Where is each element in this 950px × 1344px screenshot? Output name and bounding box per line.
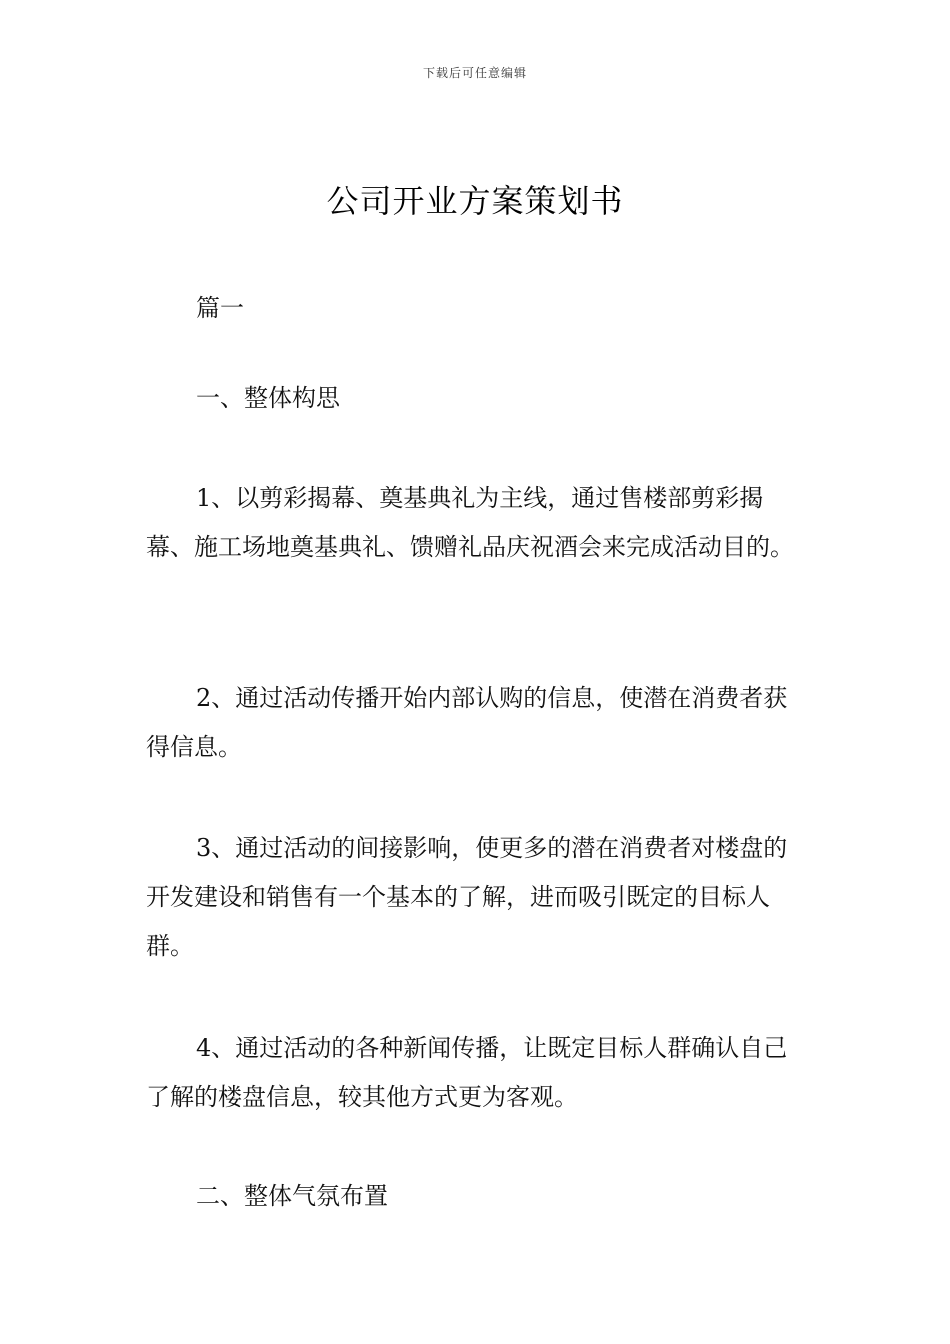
paragraph-item-4: 4、通过活动的各种新闻传播，让既定目标人群确认自己了解的楼盘信息，较其他方式更为客观。	[146, 1034, 788, 1111]
paragraph-item-3: 3、通过活动的间接影响，使更多的潜在消费者对楼盘的开发建设和销售有一个基本的了解，进而吸引既定的目标人群。	[146, 834, 788, 960]
heading-atmosphere: 二、整体气氛布置	[196, 1182, 388, 1210]
document-title: 公司开业方案策划书	[326, 182, 624, 220]
paragraph-item-1: 1、以剪彩揭幕、奠基典礼为主线，通过售楼部剪彩揭幕、施工场地奠基典礼、馈赠礼品庆祝酒会来完成活动目的。	[146, 484, 794, 561]
page-header-note: 下载后可任意编辑	[422, 66, 527, 80]
heading-overall-concept: 一、整体构思	[196, 384, 340, 412]
section-label: 篇一	[196, 294, 244, 322]
paragraph-item-2: 2、通过活动传播开始内部认购的信息，使潜在消费者获得信息。	[146, 684, 788, 761]
